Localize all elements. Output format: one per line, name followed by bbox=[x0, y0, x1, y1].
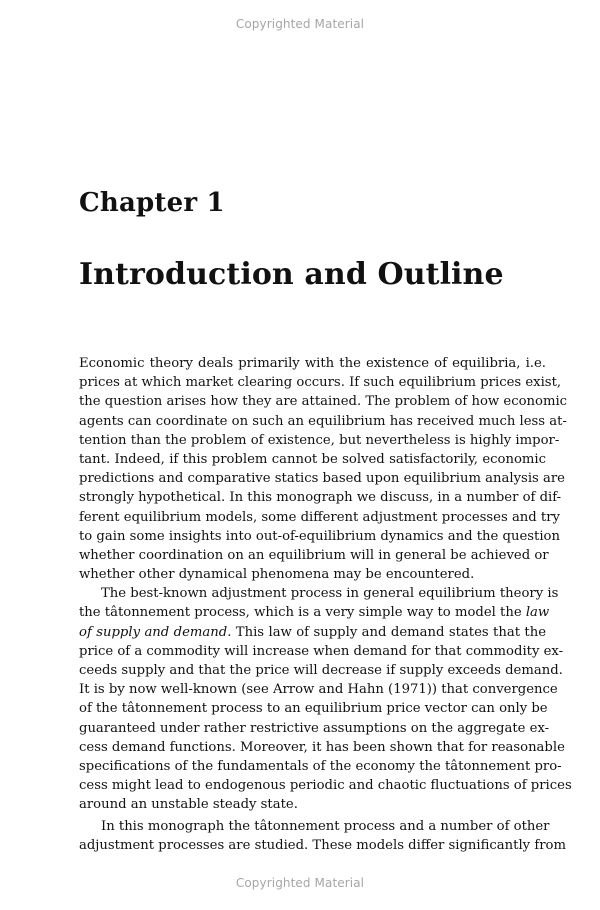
text-line: whether other dynamical phenomena may be encountered. bbox=[79, 567, 475, 583]
text-line: Economic theory deals primarily with the existence of equilibria, i.e. bbox=[79, 356, 546, 371]
text-line: adjustment processes are studied. These models differ significantly from bbox=[79, 837, 566, 853]
text-line: tant. Indeed, if this problem cannot be solved satisfactorily, economic bbox=[79, 451, 546, 467]
text-line: cess demand functions. Moreover, it has been shown that for reasonable bbox=[79, 739, 565, 755]
text-line: cess might lead to endogenous periodic and chaotic fluctuations of prices bbox=[79, 778, 572, 794]
chapter-label: Chapter 1 bbox=[79, 188, 225, 218]
emphasis-law: law bbox=[525, 605, 550, 621]
paragraph-3 bbox=[79, 817, 566, 855]
text-line: ferent equilibrium models, some different adjustment processes and try bbox=[79, 509, 560, 525]
chapter-title: Introduction and Outline bbox=[79, 257, 504, 292]
text-line: The best-known adjustment process in general equilibrium theory is bbox=[101, 586, 559, 602]
emphasis-supply-and-demand: of supply and demand. bbox=[79, 624, 232, 640]
text-line: ceeds supply and that the price will decrease if supply exceeds demand. bbox=[79, 663, 563, 678]
text-line: price of a commodity will increase when demand for that commodity ex- bbox=[79, 643, 564, 659]
paragraph-2 bbox=[79, 584, 572, 814]
text-line: It is by now well-known (see Arrow and Hahn (1971)) that convergence bbox=[79, 682, 558, 698]
body-text bbox=[79, 354, 572, 855]
text-line: whether coordination on an equilibrium will in general be achieved or bbox=[79, 547, 549, 563]
text-line: guaranteed under rather restrictive assumptions on the aggregate ex- bbox=[79, 720, 550, 736]
text-line: specifications of the fundamentals of the economy the tâtonnement pro- bbox=[79, 758, 562, 774]
text-line: tention than the problem of existence, but nevertheless is highly impor- bbox=[79, 432, 560, 448]
text-run: the tâtonnement process, which is a very simple way to model the bbox=[79, 605, 526, 621]
paragraph-1 bbox=[79, 354, 568, 584]
text-line: agents can coordinate on such an equilibrium has received much less at- bbox=[79, 413, 567, 429]
text-line bbox=[79, 623, 546, 642]
copyright-watermark-bottom: Copyrighted Material bbox=[235, 876, 365, 890]
text-line: of the tâtonnement process to an equilibrium price vector can only be bbox=[79, 701, 548, 717]
copyright-watermark-top: Copyrighted Material bbox=[235, 17, 365, 31]
text-line bbox=[79, 603, 550, 622]
text-line: prices at which market clearing occurs. If such equilibrium prices exist, bbox=[79, 375, 562, 391]
text-line: predictions and comparative statics based upon equilibrium analysis are bbox=[79, 471, 565, 487]
text-line: around an unstable steady state. bbox=[79, 797, 298, 813]
text-run: This law of supply and demand states that the bbox=[231, 624, 547, 640]
text-line: strongly hypothetical. In this monograph we discuss, in a number of dif- bbox=[79, 490, 562, 506]
text-line: the question arises how they are attained. The problem of how economic bbox=[79, 394, 568, 410]
text-line: to gain some insights into out-of-equilibrium dynamics and the question bbox=[79, 528, 560, 544]
text-line: In this monograph the tâtonnement process and a number of other bbox=[101, 818, 550, 834]
